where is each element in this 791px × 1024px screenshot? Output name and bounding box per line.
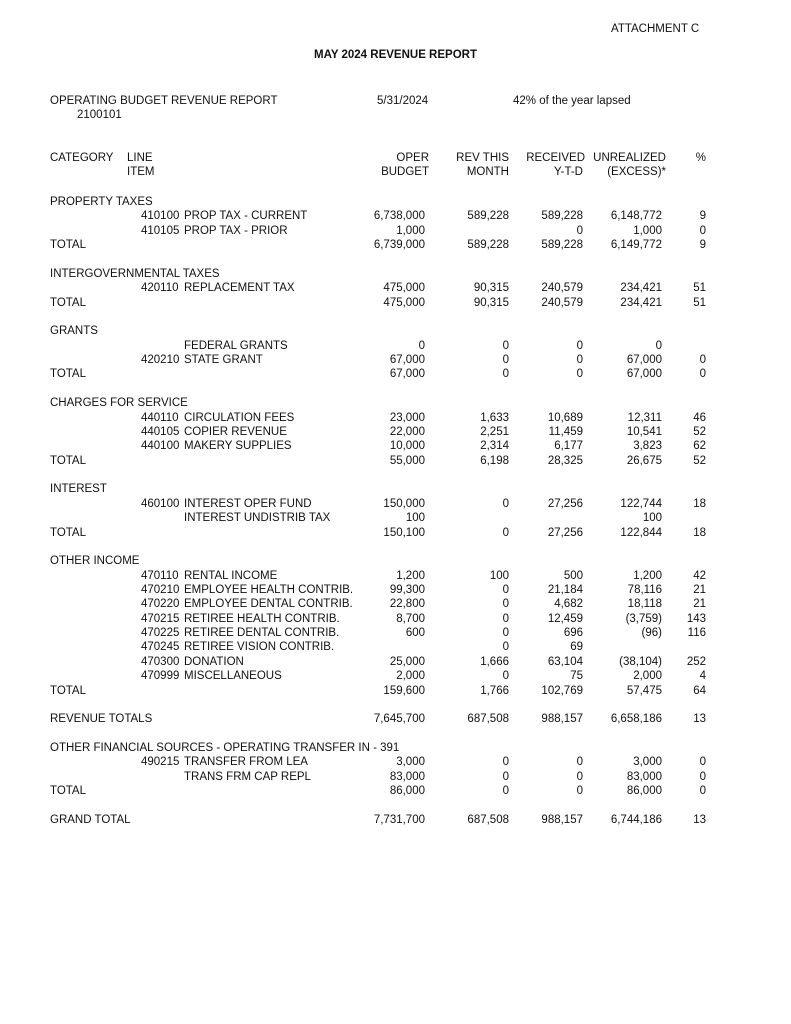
cell-pct: 21 [693,598,706,610]
cell-ytd: 0 [576,354,583,366]
cell-month: 687,508 [467,713,509,725]
cell-pct: 0 [699,225,706,237]
cell-ytd: 988,157 [541,713,583,725]
report-code: 2100101 [77,109,122,121]
cell-ytd: 102,769 [541,685,583,697]
total-label: GRAND TOTAL [50,814,131,826]
cell-budget: 600 [405,627,425,639]
cell-unrealized: 122,844 [620,527,662,539]
cell-pct: 252 [686,656,706,668]
cell-budget: 1,000 [396,225,425,237]
cell-month: 2,314 [480,440,509,452]
cell-unrealized: 83,000 [626,771,662,783]
cell-unrealized: 6,658,186 [610,713,662,725]
cell-budget: 67,000 [389,354,425,366]
total-label: TOTAL [50,368,86,380]
cell-budget: 1,200 [396,570,425,582]
header-received-ytd-2: Y-T-D [554,166,583,178]
header-item: ITEM [127,166,155,178]
line-code: 470220 [141,598,180,610]
line-item-name: TRANS FRM CAP REPL [184,771,311,783]
line-code: 410105 [141,225,180,237]
cell-unrealized: 2,000 [633,670,662,682]
cell-month: 1,766 [480,685,509,697]
cell-unrealized: 0 [655,340,662,352]
header-oper-budget-1: OPER [396,152,429,164]
cell-month: 0 [502,354,509,366]
line-item-name: EMPLOYEE DENTAL CONTRIB. [184,598,353,610]
header-received-ytd-1: RECEIVED [526,152,585,164]
cell-pct: 9 [699,210,706,222]
cell-budget: 475,000 [383,297,425,309]
cell-unrealized: 234,421 [620,297,662,309]
report-name: OPERATING BUDGET REVENUE REPORT [50,95,278,107]
header-unrealized-2: (EXCESS)* [607,166,666,178]
cell-budget: 67,000 [389,368,425,380]
cell-ytd: 0 [576,785,583,797]
cell-month: 687,508 [467,814,509,826]
cell-ytd: 4,682 [554,598,583,610]
cell-month: 0 [502,584,509,596]
cell-ytd: 240,579 [541,297,583,309]
line-item-name: TRANSFER FROM LEA [184,756,308,768]
cell-budget: 25,000 [389,656,425,668]
cell-pct: 13 [693,713,706,725]
cell-budget: 7,645,700 [373,713,425,725]
cell-unrealized: 26,675 [626,455,662,467]
line-code: 410100 [141,210,180,222]
line-code: 470999 [141,670,180,682]
cell-budget: 22,800 [389,598,425,610]
cell-ytd: 0 [576,225,583,237]
total-label: TOTAL [50,527,86,539]
line-code: 420210 [141,354,180,366]
cell-budget: 150,100 [383,527,425,539]
section-heading: OTHER FINANCIAL SOURCES - OPERATING TRANSFER IN - 391 [50,742,400,754]
line-item-name: MISCELLANEOUS [184,670,282,682]
total-label: TOTAL [50,297,86,309]
report-date: 5/31/2024 [377,95,429,107]
cell-month: 100 [489,570,509,582]
cell-unrealized: 3,000 [633,756,662,768]
cell-month: 2,251 [480,426,509,438]
line-item-name: CIRCULATION FEES [184,412,295,424]
cell-pct: 62 [693,440,706,452]
line-item-name: PROP TAX - PRIOR [184,225,288,237]
cell-pct: 116 [687,627,706,639]
line-item-name: INTEREST UNDISTRIB TAX [184,512,331,524]
cell-unrealized: 86,000 [626,785,662,797]
cell-budget: 475,000 [383,282,425,294]
cell-unrealized: 57,475 [626,685,662,697]
cell-ytd: 75 [570,670,583,682]
cell-month: 589,228 [467,210,509,222]
line-item-name: COPIER REVENUE [184,426,287,438]
cell-month: 1,666 [480,656,509,668]
cell-ytd: 10,689 [547,412,583,424]
cell-unrealized: (3,759) [625,613,662,625]
cell-pct: 0 [699,354,706,366]
cell-month: 0 [502,670,509,682]
cell-ytd: 0 [576,756,583,768]
cell-ytd: 12,459 [547,613,583,625]
line-code: 440110 [141,412,179,424]
line-item-name: RENTAL INCOME [184,570,278,582]
cell-budget: 86,000 [389,785,425,797]
cell-pct: 51 [693,282,706,294]
cell-budget: 2,000 [396,670,425,682]
cell-pct: 64 [693,685,706,697]
cell-pct: 9 [699,239,706,251]
cell-pct: 0 [699,771,706,783]
header-rev-month-2: MONTH [466,166,509,178]
cell-budget: 159,600 [383,685,425,697]
line-code: 440105 [141,426,180,438]
cell-pct: 0 [699,785,706,797]
cell-month: 0 [502,340,509,352]
cell-month: 90,315 [473,297,509,309]
cell-pct: 52 [693,455,706,467]
line-code: 440100 [141,440,180,452]
header-percent: % [695,152,706,164]
year-lapsed-note: 42% of the year lapsed [513,95,631,107]
cell-pct: 21 [693,584,706,596]
attachment-label: ATTACHMENT C [611,23,700,35]
cell-unrealized: 100 [642,512,662,524]
cell-budget: 83,000 [389,771,425,783]
cell-pct: 0 [699,368,706,380]
cell-unrealized: 12,311 [627,412,662,424]
line-item-name: REPLACEMENT TAX [184,282,295,294]
cell-unrealized: 122,744 [620,498,662,510]
line-item-name: PROP TAX - CURRENT [184,210,308,222]
cell-budget: 6,739,000 [373,239,425,251]
total-label: TOTAL [50,685,86,697]
cell-month: 589,228 [467,239,509,251]
cell-ytd: 27,256 [547,527,583,539]
cell-budget: 23,000 [389,412,425,424]
cell-unrealized: 10,541 [626,426,662,438]
cell-pct: 143 [686,613,706,625]
line-code: 470110 [141,570,179,582]
cell-month: 0 [502,598,509,610]
cell-unrealized: 67,000 [626,368,662,380]
section-heading: GRANTS [50,325,98,337]
page-title: MAY 2024 REVENUE REPORT [314,49,477,61]
cell-unrealized: 1,200 [633,570,662,582]
cell-month: 0 [502,756,509,768]
cell-budget: 8,700 [396,613,425,625]
cell-pct: 13 [693,814,706,826]
section-heading: OTHER INCOME [50,555,140,567]
cell-ytd: 11,459 [548,426,583,438]
cell-month: 0 [502,627,509,639]
section-heading: PROPERTY TAXES [50,196,153,208]
cell-ytd: 988,157 [541,814,583,826]
line-item-name: STATE GRANT [184,354,263,366]
line-item-name: DONATION [184,656,244,668]
section-heading: INTEREST [50,483,107,495]
cell-pct: 18 [693,527,706,539]
line-code: 490215 [141,756,180,768]
cell-month: 0 [502,771,509,783]
cell-pct: 0 [699,756,706,768]
cell-budget: 6,738,000 [373,210,425,222]
cell-unrealized: 6,149,772 [610,239,662,251]
cell-unrealized: 6,148,772 [610,210,662,222]
line-code: 470300 [141,656,180,668]
cell-unrealized: (96) [641,627,662,639]
line-code: 420110 [141,282,179,294]
cell-unrealized: 3,823 [633,440,662,452]
cell-ytd: 6,177 [554,440,583,452]
cell-ytd: 0 [576,368,583,380]
cell-ytd: 0 [576,340,583,352]
cell-pct: 18 [693,498,706,510]
cell-unrealized: 234,421 [620,282,662,294]
cell-budget: 7,731,700 [373,814,425,826]
cell-ytd: 0 [576,771,583,783]
cell-budget: 99,300 [389,584,425,596]
cell-ytd: 21,184 [547,584,583,596]
line-code: 470245 [141,641,180,653]
cell-ytd: 696 [563,627,583,639]
cell-budget: 0 [418,340,425,352]
cell-ytd: 27,256 [547,498,583,510]
total-label: REVENUE TOTALS [50,713,153,725]
header-category: CATEGORY [50,152,114,164]
cell-budget: 100 [405,512,425,524]
cell-unrealized: 18,118 [627,598,662,610]
cell-pct: 51 [693,297,706,309]
cell-ytd: 63,104 [547,656,583,668]
cell-budget: 10,000 [389,440,425,452]
cell-ytd: 240,579 [541,282,583,294]
cell-unrealized: 67,000 [626,354,662,366]
cell-month: 0 [502,785,509,797]
cell-month: 0 [502,613,509,625]
cell-unrealized: 1,000 [633,225,662,237]
cell-ytd: 69 [570,641,583,653]
line-item-name: EMPLOYEE HEALTH CONTRIB. [184,584,354,596]
header-rev-month-1: REV THIS [456,152,509,164]
line-item-name: FEDERAL GRANTS [184,340,288,352]
cell-budget: 150,000 [383,498,425,510]
cell-pct: 4 [699,670,706,682]
total-label: TOTAL [50,239,86,251]
header-line: LINE [127,152,153,164]
line-code: 470215 [141,613,180,625]
line-item-name: RETIREE HEALTH CONTRIB. [184,613,340,625]
cell-pct: 52 [693,426,706,438]
line-code: 470225 [141,627,180,639]
line-item-name: RETIREE DENTAL CONTRIB. [184,627,340,639]
cell-pct: 42 [693,570,706,582]
cell-month: 0 [502,641,509,653]
cell-ytd: 589,228 [541,210,583,222]
header-unrealized-1: UNREALIZED [593,152,666,164]
section-heading: INTERGOVERNMENTAL TAXES [50,268,220,280]
line-item-name: MAKERY SUPPLIES [184,440,292,452]
cell-unrealized: 78,116 [627,584,662,596]
cell-ytd: 500 [563,570,583,582]
line-item-name: INTEREST OPER FUND [184,498,312,510]
cell-month: 0 [502,498,509,510]
cell-month: 1,633 [480,412,509,424]
cell-budget: 22,000 [389,426,425,438]
cell-month: 90,315 [473,282,509,294]
cell-budget: 3,000 [396,756,425,768]
header-oper-budget-2: BUDGET [381,166,429,178]
cell-ytd: 28,325 [547,455,583,467]
cell-pct: 46 [693,412,706,424]
cell-unrealized: 6,744,186 [610,814,662,826]
cell-ytd: 589,228 [541,239,583,251]
cell-month: 0 [502,527,509,539]
line-item-name: RETIREE VISION CONTRIB. [184,641,335,653]
cell-unrealized: (38,104) [619,656,662,668]
cell-month: 0 [502,368,509,380]
line-code: 470210 [141,584,180,596]
line-code: 460100 [141,498,180,510]
section-heading: CHARGES FOR SERVICE [50,397,188,409]
total-label: TOTAL [50,455,86,467]
cell-month: 6,198 [480,455,509,467]
cell-budget: 55,000 [389,455,425,467]
total-label: TOTAL [50,785,86,797]
